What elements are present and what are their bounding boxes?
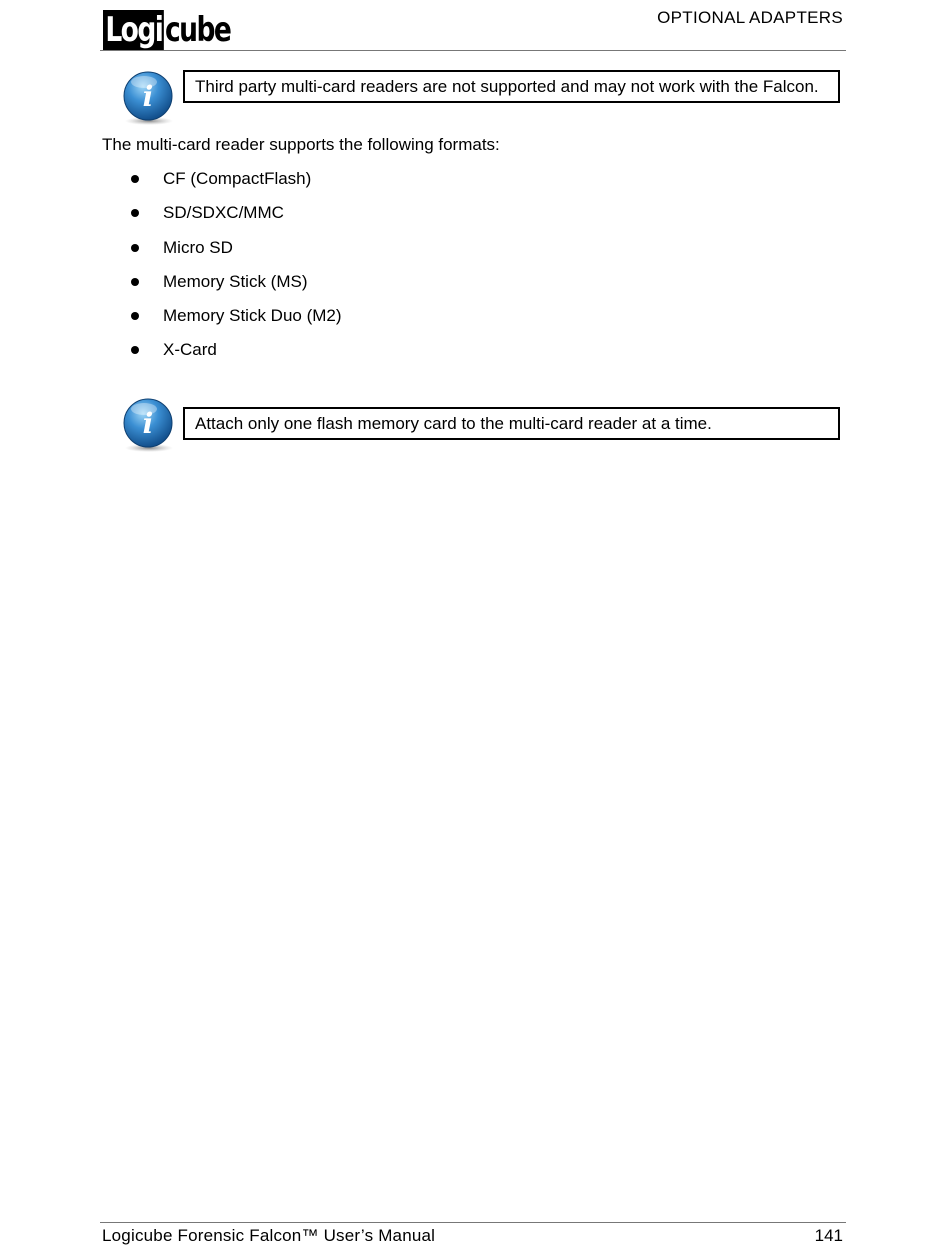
logo-dark-part: Logi (103, 10, 164, 50)
bullet-icon (131, 278, 139, 286)
list-item (0, 167, 950, 201)
svg-text:i: i (142, 80, 154, 113)
list-item-text: X-Card (163, 340, 217, 360)
section-title: OPTIONAL ADAPTERS (657, 8, 843, 27)
format-list (0, 167, 950, 373)
bullet-icon (131, 175, 139, 183)
list-item (0, 304, 950, 338)
intro-paragraph: The multi-card reader supports the following formats: (102, 135, 500, 154)
header-divider (100, 50, 846, 51)
list-item (0, 270, 950, 304)
page-number: 141 (814, 1226, 843, 1245)
list-item (0, 338, 950, 372)
note-box: Third party multi-card readers are not supported and may not work with the Falcon. (183, 70, 840, 103)
list-item (0, 201, 950, 235)
list-item (0, 236, 950, 270)
list-item-text: Memory Stick (MS) (163, 271, 308, 291)
logicube-logo (103, 8, 249, 50)
bullet-icon (131, 209, 139, 217)
info-icon (122, 70, 174, 126)
list-item-text: SD/SDXC/MMC (163, 203, 284, 223)
list-item-text: Memory Stick Duo (M2) (163, 306, 342, 326)
bullet-icon (131, 346, 139, 354)
svg-text:i: i (142, 407, 154, 440)
note-box: Attach only one flash memory card to the multi-card reader at a time. (183, 407, 840, 440)
footer-divider (100, 1222, 846, 1223)
bullet-icon (131, 312, 139, 320)
footer-manual-title: Logicube Forensic Falcon™ User’s Manual (102, 1226, 436, 1245)
list-item-text: CF (CompactFlash) (163, 169, 312, 188)
bullet-icon (131, 244, 139, 252)
logo-light-part: cube (165, 10, 231, 50)
info-icon (122, 397, 174, 453)
list-item-text: Micro SD (163, 237, 233, 257)
